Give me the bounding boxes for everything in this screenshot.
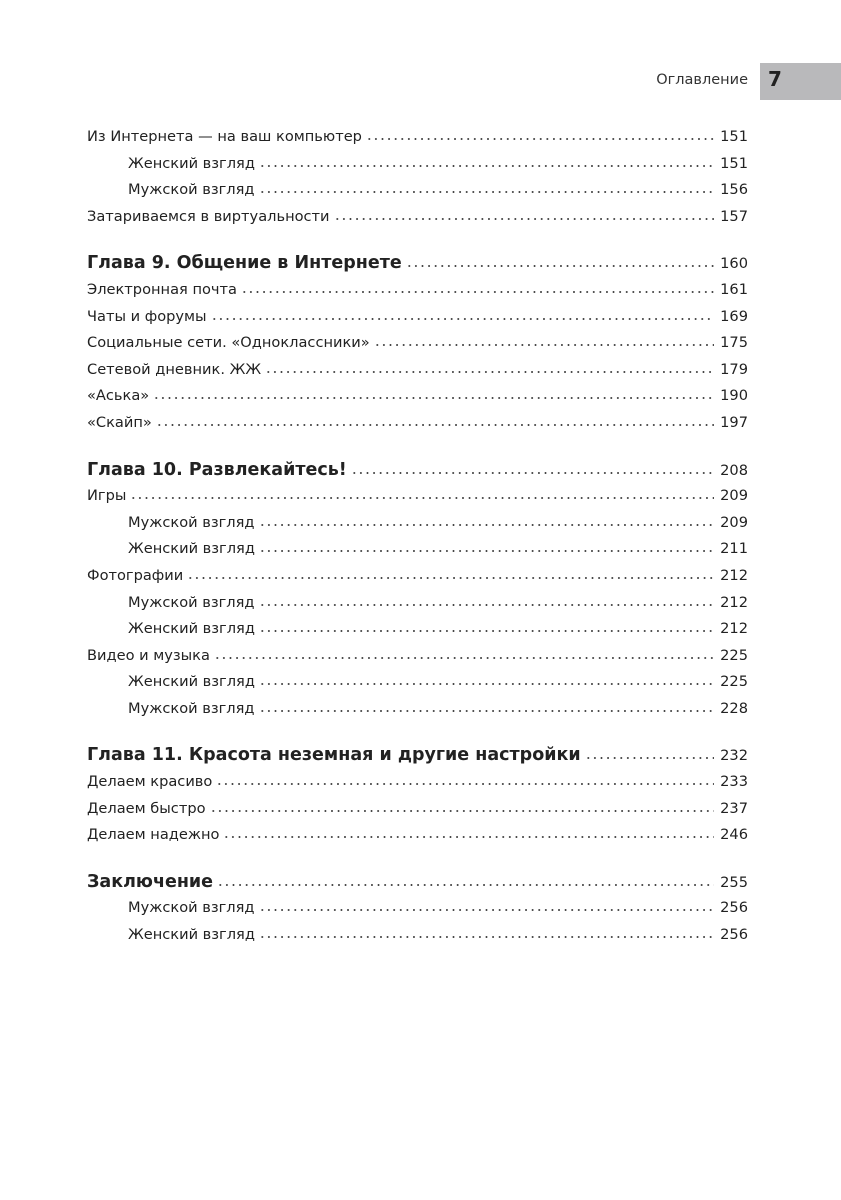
toc-title: Женский взгляд — [128, 154, 255, 172]
toc-entry — [87, 204, 748, 231]
toc-entry — [87, 124, 748, 151]
toc-page-number: 169 — [720, 307, 748, 325]
dot-leader — [259, 550, 714, 552]
toc-entry — [87, 304, 748, 331]
toc-title: Видео и музыка — [87, 646, 210, 664]
toc-title: Заключение — [87, 871, 214, 892]
toc-title: Социальные сети. «Одноклассники» — [87, 334, 370, 352]
toc-page-number: 208 — [720, 461, 748, 479]
toc-subentry — [87, 510, 748, 537]
toc-title: Женский взгляд — [128, 673, 255, 691]
toc-entry — [87, 563, 748, 590]
toc-subentry — [87, 895, 748, 922]
toc-title: Женский взгляд — [128, 926, 255, 944]
toc-chapter — [87, 250, 748, 277]
toc-page-number: 190 — [720, 387, 748, 405]
dot-leader — [406, 265, 714, 267]
toc-entry — [87, 769, 748, 796]
toc-page-number: 228 — [720, 699, 748, 717]
toc-title: «Аська» — [87, 387, 150, 405]
toc-chapter — [87, 742, 748, 769]
toc-page-number: 175 — [720, 334, 748, 352]
toc-title: Из Интернета — на ваш компьютер — [87, 128, 362, 145]
toc-title: Сетевой дневник. ЖЖ — [87, 360, 262, 378]
toc-page-number: 232 — [720, 747, 748, 765]
toc-page-number: 233 — [720, 773, 748, 791]
page-number-tab — [760, 63, 841, 100]
toc-chapter — [87, 457, 748, 484]
dot-leader — [153, 397, 714, 399]
dot-leader — [366, 138, 714, 140]
toc-page-number: 161 — [720, 280, 748, 298]
dot-leader — [211, 318, 714, 320]
dot-leader — [259, 630, 714, 632]
toc-page-number: 151 — [720, 128, 748, 145]
toc-subentry — [87, 669, 748, 696]
dot-leader — [265, 371, 714, 373]
toc-page-number: 246 — [720, 826, 748, 844]
dot-leader — [130, 497, 714, 499]
toc-title: «Скайп» — [87, 413, 152, 431]
toc-title: Женский взгляд — [128, 620, 255, 638]
dot-leader — [585, 757, 714, 759]
dot-leader — [259, 936, 714, 938]
toc-entry — [87, 277, 748, 304]
toc-page-number: 256 — [720, 899, 748, 917]
toc-page-number: 212 — [720, 566, 748, 584]
toc-subentry — [87, 696, 748, 723]
dot-leader — [187, 577, 714, 579]
dot-leader — [259, 909, 715, 911]
toc-entry — [87, 330, 748, 357]
toc-entry — [87, 357, 748, 384]
toc-page-number: 209 — [720, 513, 748, 531]
dot-leader — [259, 604, 715, 606]
toc-title: Мужской взгляд — [128, 593, 255, 611]
dot-leader — [259, 710, 715, 712]
dot-leader — [210, 810, 714, 812]
dot-leader — [156, 424, 714, 426]
toc-subentry — [87, 177, 748, 204]
dot-leader — [259, 165, 714, 167]
toc-title: Глава 10. Развлекайтесь! — [87, 459, 347, 480]
dot-leader — [351, 472, 714, 474]
toc-title: Женский взгляд — [128, 540, 255, 558]
toc-subentry — [87, 922, 748, 949]
toc-page-number: 179 — [720, 360, 748, 378]
toc-page-number: 156 — [720, 181, 748, 199]
toc-title: Чаты и форумы — [87, 307, 207, 325]
toc-page-number: 225 — [720, 673, 748, 691]
dot-leader — [217, 884, 714, 886]
dot-leader — [241, 291, 714, 293]
dot-leader — [334, 218, 714, 220]
dot-leader — [374, 344, 714, 346]
dot-leader — [223, 836, 714, 838]
toc-chapter — [87, 869, 748, 896]
toc-title: Мужской взгляд — [128, 181, 255, 199]
toc-page-number: 157 — [720, 207, 748, 225]
toc-title: Электронная почта — [87, 280, 237, 298]
toc-entry — [87, 410, 748, 437]
toc-title: Затариваемся в виртуальности — [87, 207, 330, 225]
dot-leader — [259, 683, 714, 685]
toc-entry — [87, 483, 748, 510]
table-of-contents — [87, 124, 748, 949]
toc-subentry — [87, 590, 748, 617]
toc-title: Мужской взгляд — [128, 513, 255, 531]
running-header-title: Оглавление — [656, 72, 748, 88]
toc-entry — [87, 822, 748, 849]
toc-page-number: 160 — [720, 255, 748, 273]
dot-leader — [259, 191, 715, 193]
toc-page-number: 255 — [720, 873, 748, 891]
toc-page-number: 151 — [720, 154, 748, 172]
toc-title: Игры — [87, 487, 127, 505]
toc-title: Мужской взгляд — [128, 899, 255, 917]
toc-entry — [87, 643, 748, 670]
page-number: 7 — [768, 67, 782, 91]
toc-subentry — [87, 536, 748, 563]
toc-page-number: 212 — [720, 620, 748, 638]
toc-title: Делаем надежно — [87, 826, 220, 844]
toc-title: Делаем быстро — [87, 799, 206, 817]
dot-leader — [216, 783, 714, 785]
dot-leader — [214, 657, 714, 659]
toc-title: Мужской взгляд — [128, 699, 255, 717]
toc-title: Фотографии — [87, 566, 184, 584]
toc-page-number: 212 — [720, 593, 748, 611]
dot-leader — [259, 524, 715, 526]
toc-entry — [87, 796, 748, 823]
toc-subentry — [87, 616, 748, 643]
toc-title: Глава 9. Общение в Интернете — [87, 253, 402, 274]
toc-subentry — [87, 151, 748, 178]
toc-page-number: 197 — [720, 413, 748, 431]
toc-page-number: 225 — [720, 646, 748, 664]
toc-title: Делаем красиво — [87, 773, 213, 791]
toc-page-number: 237 — [720, 799, 748, 817]
toc-page-number: 209 — [720, 487, 748, 505]
toc-page-number: 211 — [720, 540, 748, 558]
toc-entry — [87, 383, 748, 410]
toc-page-number: 256 — [720, 926, 748, 944]
toc-title: Глава 11. Красота неземная и другие настройки — [87, 745, 581, 766]
